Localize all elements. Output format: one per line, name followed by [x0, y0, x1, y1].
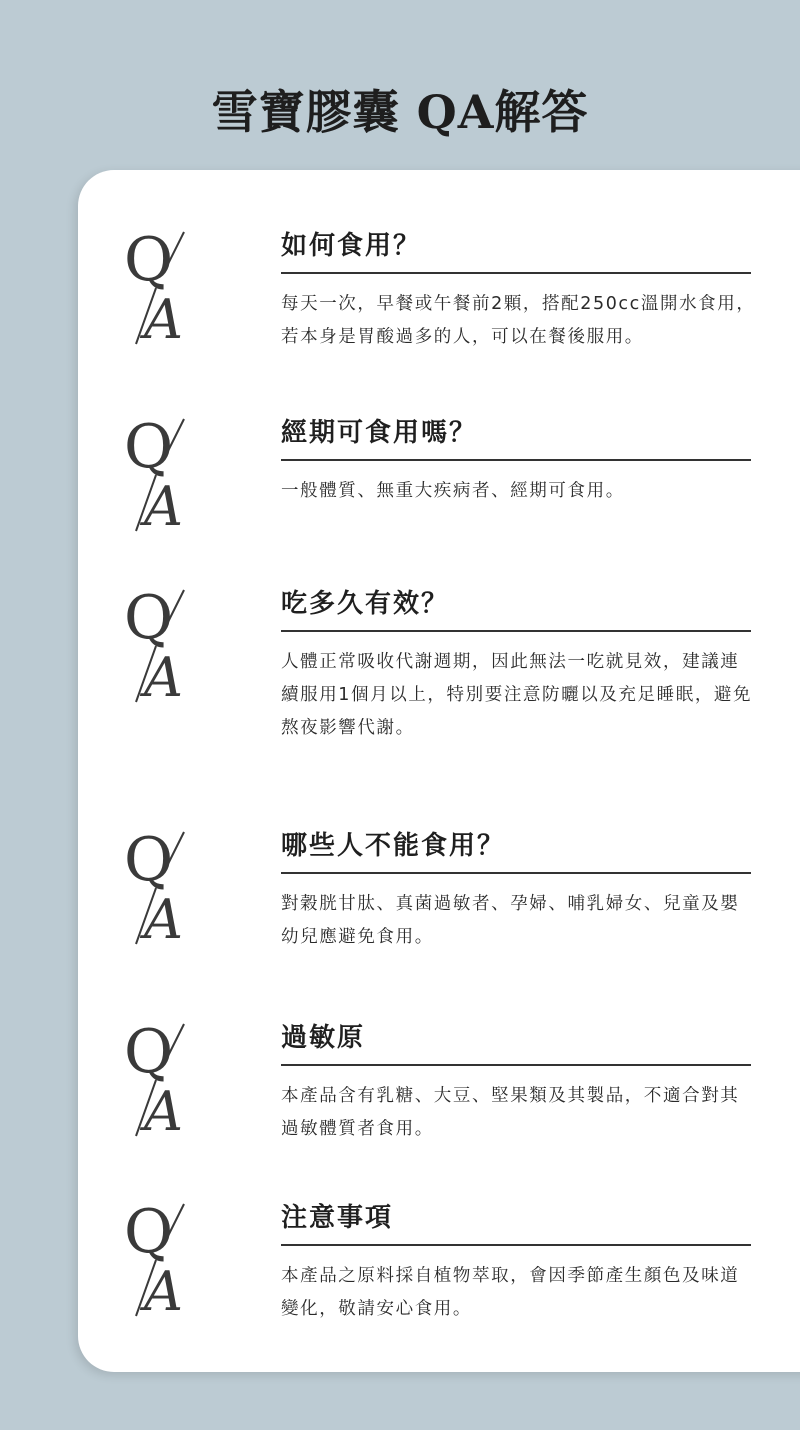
faq-question: 如何食用？ [281, 226, 751, 274]
a-letter: A [144, 888, 183, 946]
faq-question: 注意事項 [281, 1198, 751, 1246]
qa-monogram-icon [122, 413, 212, 533]
page-title: 雪寶膠囊 QA解答 [211, 85, 589, 139]
faq-answer: 對穀胱甘肽、真菌過敏者、孕婦、哺乳婦女、兒童及嬰幼兒應避免食用。 [281, 894, 740, 947]
faq-answer: 每天一次，早餐或午餐前2顆，搭配250cc溫開水食用，若本身是胃酸過多的人，可以在餐後服用。 [281, 294, 756, 347]
faq-question: 哪些人不能食用？ [281, 826, 751, 874]
a-letter: A [144, 288, 183, 346]
faq-question: 過敏原 [281, 1018, 751, 1066]
faq-answer: 本產品之原料採自植物萃取，會因季節產生顏色及味道變化，敬請安心食用。 [281, 1266, 740, 1319]
faq-answer: 本產品含有乳糖、大豆、堅果類及其製品，不適合對其過敏體質者食用。 [281, 1086, 740, 1139]
a-letter: A [144, 646, 183, 704]
a-letter: A [144, 475, 183, 533]
q-letter: Q [124, 226, 174, 295]
q-letter: Q [124, 1018, 174, 1087]
a-letter: A [144, 1080, 183, 1138]
qa-monogram-icon [122, 1198, 212, 1318]
qa-card [78, 170, 800, 1372]
q-letter: Q [124, 413, 174, 482]
qa-monogram-icon [122, 584, 212, 704]
a-letter: A [144, 1260, 183, 1318]
faq-question: 吃多久有效？ [281, 584, 751, 632]
faq-question: 經期可食用嗎？ [281, 413, 751, 461]
qa-monogram-icon [122, 1018, 212, 1138]
qa-monogram-icon [122, 826, 212, 946]
faq-answer: 一般體質、無重大疾病者、經期可食用。 [281, 481, 625, 501]
q-letter: Q [124, 584, 174, 653]
q-letter: Q [124, 1198, 174, 1267]
q-letter: Q [124, 826, 174, 895]
qa-monogram-icon [122, 226, 212, 346]
faq-answer: 人體正常吸收代謝週期，因此無法一吃就見效，建議連續服用1個月以上，特別要注意防曬以及充足睡眠，避免熬夜影響代謝。 [281, 652, 753, 738]
